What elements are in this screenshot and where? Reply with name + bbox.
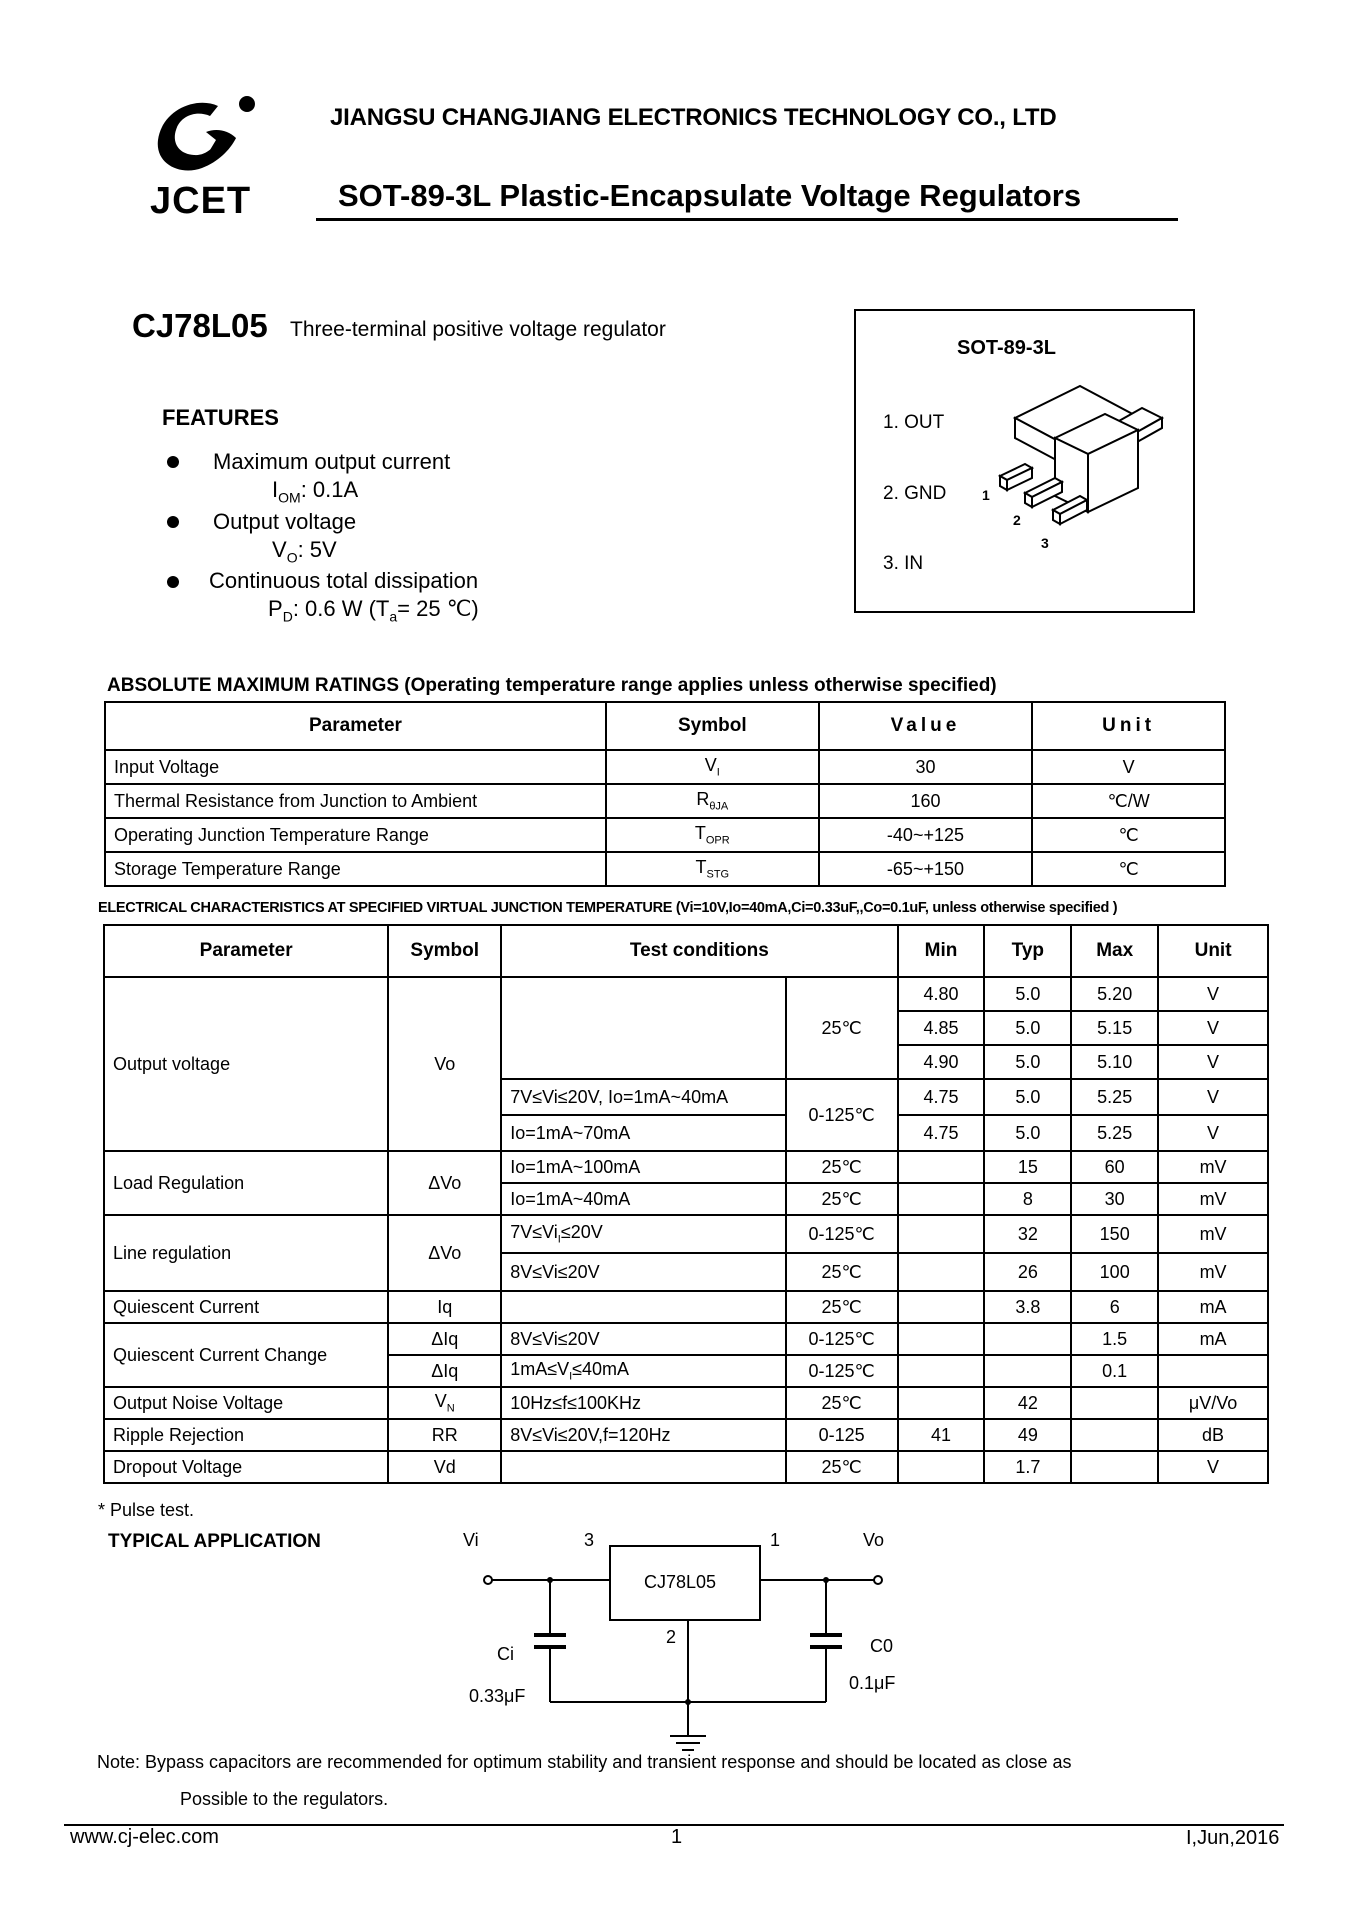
note-line-2: Possible to the regulators. [180, 1789, 389, 1809]
package-title: SOT-89-3L [957, 337, 1056, 359]
feature-value: $I_{OM}$: 0.1A [272, 477, 359, 506]
bullet-icon [167, 516, 179, 528]
label-vi: Vi [463, 1530, 479, 1550]
bullet-icon [167, 456, 179, 468]
table-row: Output voltage Vo 25℃ 4.80 5.0 5.20 V [104, 977, 1268, 1011]
label-pin2: 2 [666, 1627, 677, 1647]
pin-label-in: 3. IN [883, 553, 924, 574]
feature-value: $V_O$: 5V [272, 537, 337, 566]
page-title [338, 178, 1081, 214]
table-row: Quiescent Current Iq 25℃ 3.8 6 mA [104, 1291, 1268, 1323]
table-row: Storage Temperature Range $T_{STG}$ -65~+150 ℃ [105, 852, 1225, 886]
header-max: Max [1071, 925, 1158, 977]
label-ci-value: 0.33μF [469, 1686, 526, 1706]
label-pin3: 3 [584, 1530, 595, 1550]
label-ci: Ci [497, 1644, 514, 1664]
part-number: CJ78L05 [132, 307, 268, 344]
table-row: Load Regulation ΔVo Io=1mA~100mA 25℃ 15 60 mV [104, 1151, 1268, 1183]
table-row: 8V≤Vi≤20V 25℃ 26 100 mV [104, 1253, 1268, 1291]
table-row: Line regulation ΔVo $7V\le Vi_I\le 20V$ 0-125℃ 32 150 mV [104, 1215, 1268, 1253]
elec-table [103, 924, 1269, 1484]
logo-text: JCET [150, 180, 252, 222]
pulse-note: * Pulse test. [98, 1500, 195, 1520]
title-underline [316, 218, 1178, 221]
typical-application-heading: TYPICAL APPLICATION [108, 1531, 321, 1552]
title-package: SOT-89-3L [338, 178, 491, 213]
table-row: ΔIq $1mA\le V_I\le 40mA$ 0-125℃ 0.1 [104, 1355, 1268, 1387]
note-line-1: Note: Bypass capacitors are recommended for optimum stability and transient response and should be located as close as [97, 1752, 1072, 1772]
pin-label-out: 1. OUT [883, 412, 945, 433]
feature-label: Output voltage [213, 509, 357, 534]
feature-value: $P_D$: 0.6 W ($T_a= 25$ ℃) [268, 596, 479, 625]
pin-number: 1 [982, 487, 990, 503]
footer-url: www.cj-elec.com [70, 1826, 219, 1848]
label-vo: Vo [863, 1530, 885, 1550]
table-row: Operating Junction Temperature Range $T_{OPR}$ -40~+125 ℃ [105, 818, 1225, 852]
table-row: Io=1mA~70mA 4.75 5.0 5.25 V [104, 1115, 1268, 1151]
pin-number: 3 [1041, 535, 1049, 551]
pin-label-gnd: 2. GND [883, 483, 947, 504]
header-min: Min [898, 925, 985, 977]
vo-terminal [874, 1576, 882, 1584]
vi-terminal [484, 1576, 492, 1584]
header-value: Value [819, 702, 1033, 750]
table-row: 4.85 5.0 5.15 V [104, 1011, 1268, 1045]
abs-max-table [104, 701, 1226, 887]
feature-label: Continuous total dissipation [209, 568, 479, 593]
jcet-logo-icon [150, 92, 265, 182]
features-heading: FEATURES [162, 405, 279, 430]
header-symbol: Symbol [606, 702, 819, 750]
table-row: Io=1mA~40mA 25℃ 8 30 mV [104, 1183, 1268, 1215]
table-row: Input Voltage $V_I$ 30 V [105, 750, 1225, 784]
table-row: Output Noise Voltage $V_N$ 10Hz≤f≤100KHz 25℃ 42 μV/Vo [104, 1387, 1268, 1419]
footer-date: I,Jun,2016 [1186, 1827, 1280, 1849]
table-row: Thermal Resistance from Junction to Ambient $R_{\theta JA}$ 160 ℃/W [105, 784, 1225, 818]
abs-max-caption: ABSOLUTE MAXIMUM RATINGS (Operating temperature range applies unless otherwise specified) [107, 675, 997, 696]
label-ic: CJ78L05 [644, 1572, 717, 1592]
table-row: Quiescent Current Change ΔIq 8V≤Vi≤20V 0-125℃ 1.5 mA [104, 1323, 1268, 1355]
title-text: Plastic-Encapsulate Voltage Regulators [499, 178, 1082, 213]
header-test-conditions: Test conditions [501, 925, 897, 977]
bullet-icon [167, 576, 179, 588]
header-unit: Unit [1158, 925, 1268, 977]
page-number: 1 [671, 1826, 683, 1848]
part-description: Three-terminal positive voltage regulator [290, 318, 666, 341]
header-symbol: Symbol [388, 925, 501, 977]
company-name: JIANGSU CHANGJIANG ELECTRONICS TECHNOLOGY CO., LTD [330, 104, 1057, 131]
sot89-package-icon [980, 378, 1180, 558]
header-parameter: Parameter [104, 925, 388, 977]
header-unit: Unit [1032, 702, 1225, 750]
label-co-value: 0.1μF [849, 1673, 896, 1693]
pin-number: 2 [1013, 512, 1021, 528]
table-row: Dropout Voltage Vd 25℃ 1.7 V [104, 1451, 1268, 1483]
header-parameter: Parameter [105, 702, 606, 750]
table-row: 7V≤Vi≤20V, Io=1mA~40mA 0-125℃ 4.75 5.0 5.25 V [104, 1079, 1268, 1115]
feature-label: Maximum output current [213, 449, 451, 474]
table-row: Ripple Rejection RR 8V≤Vi≤20V,f=120Hz 0-125 41 49 dB [104, 1419, 1268, 1451]
label-co: C0 [870, 1636, 894, 1656]
header-typ: Typ [984, 925, 1071, 977]
elec-caption: ELECTRICAL CHARACTERISTICS AT SPECIFIED VIRTUAL JUNCTION TEMPERATURE (Vi=10V,Io=40mA,Ci=0.33uF,,Co=0.1uF, unless otherwise specified ) [98, 900, 1118, 916]
table-row: 4.90 5.0 5.10 V [104, 1045, 1268, 1079]
label-pin1: 1 [770, 1530, 781, 1550]
